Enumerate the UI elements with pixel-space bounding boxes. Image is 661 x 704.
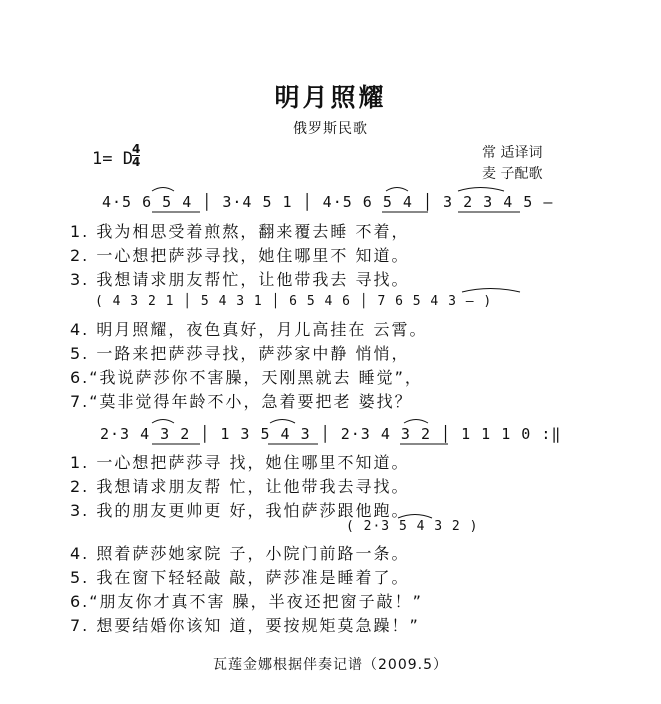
section1-alt-lyric-4: 4. 明月照耀，夜色真好，月儿高挂在 云霄。	[70, 320, 428, 339]
slur-8	[398, 515, 432, 519]
section2-alt-lyric-6: 6.“朋友你才真不害 臊，半夜还把窗子敲！”	[70, 592, 423, 611]
section2-lyric-2: 2. 我想请求朋友帮 忙，让他带我去寻找。	[70, 477, 410, 496]
lyricist-credit: 常 适译词	[482, 145, 543, 161]
section1-alt-lyric-6: 6.“我说萨莎你不害臊，天刚黑就去 睡觉”，	[70, 368, 423, 387]
section2-alt-notes: ( 2·3 5 4 3 2 )	[346, 519, 479, 534]
slur-3	[458, 188, 504, 192]
section2-alt-lyric-4: 4. 照着萨莎她家院 子，小院门前路一条。	[70, 544, 410, 563]
section1-lyric-1: 1. 我为相思受着煎熬，翻来覆去睡 不着，	[70, 222, 410, 241]
section2-alt-lyric-5: 5. 我在窗下轻轻敲 敲，萨莎准是睡着了。	[70, 568, 410, 587]
slur-1	[152, 188, 174, 192]
time-signature-bottom: 4	[132, 155, 141, 169]
slur-6	[270, 420, 295, 424]
section1-lyric-3: 3. 我想请求朋友帮忙，让他带我去 寻找。	[70, 270, 410, 289]
transcription-footer: 瓦莲金娜根据伴奏记谱（2009.5）	[213, 657, 448, 673]
slur-4	[462, 289, 520, 293]
song-subtitle: 俄罗斯民歌	[293, 121, 368, 137]
section1-lyric-2: 2. 一心想把萨莎寻找，她住哪里不 知道。	[70, 246, 410, 265]
section1-alt-lyric-5: 5. 一路来把萨莎寻找，萨莎家中静 悄悄，	[70, 344, 410, 363]
song-title: 明月照耀	[274, 83, 387, 112]
section2-lyric-1: 1. 一心想把萨莎寻 找，她住哪里不知道。	[70, 453, 410, 472]
section1-alt-notes: ( 4 3 2 1 │ 5 4 3 1 │ 6 5 4 6 │ 7 6 5 4 3 – )	[95, 294, 493, 309]
arranger-credit: 麦 子配歌	[482, 166, 543, 182]
section2-notes: 2·3 4 3 2 │ 1 3 5 4 3 │ 2·3 4 3 2 │ 1 1 1 0 :‖	[100, 425, 562, 443]
section2-alt-lyric-7: 7. 想要结婚你该知 道，要按规矩莫急躁！”	[70, 616, 420, 635]
key-signature: 1= D	[92, 149, 133, 169]
section1-alt-lyric-7: 7.“莫非觉得年龄不小，急着要把老 婆找？	[70, 392, 413, 411]
slur-2	[386, 188, 408, 192]
slur-5	[152, 420, 174, 424]
slur-7	[404, 420, 428, 424]
section1-notes: 4·5 6 5 4 │ 3·4 5 1 │ 4·5 6 5 4 │ 3 2 3 4 5 –	[102, 193, 554, 211]
section2-lyric-3: 3. 我的朋友更帅更 好，我怕萨莎跟他跑。	[70, 501, 410, 520]
time-signature-top: 4	[132, 142, 141, 156]
